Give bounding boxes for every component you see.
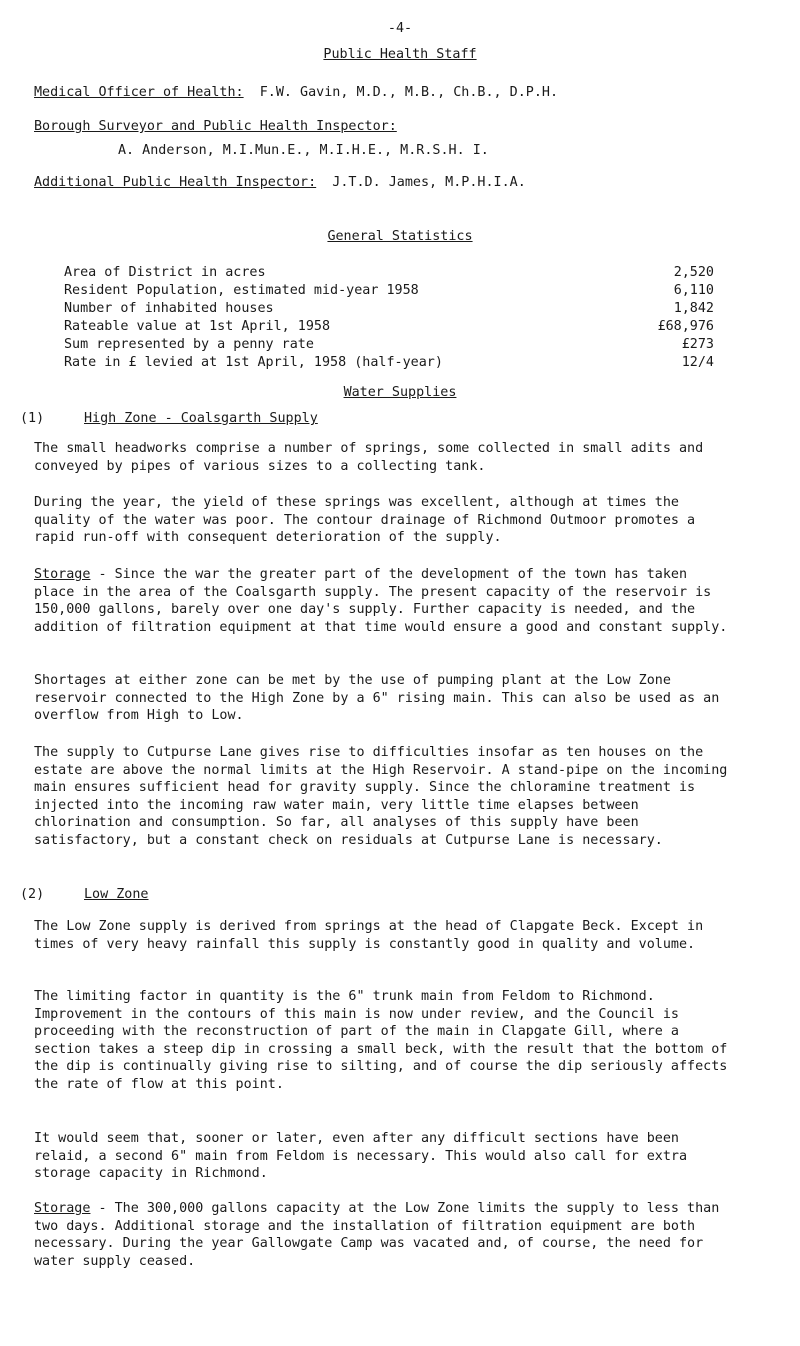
stat-value: £273 [681,337,714,352]
high-zone-title: High Zone - Coalsgarth Supply [84,411,318,426]
storage-label: Storage [34,1201,91,1216]
staff-role: Borough Surveyor and Public Health Inspector: [34,119,397,134]
page-number: -4- [387,21,413,36]
paragraph: The supply to Cutpurse Lane gives rise to difficulties insofar as ten houses on the estate are above the normal limits at the High Reservoir. A stand-pipe on the incoming main ensures sufficient head for gravity supply. Since the chloramine treatment is injected into the incoming raw water main, very little time elapses between chlorination and consumption. So far, all analyses of this supply have been satisfactory, but a constant check on residuals at Cutpurse Lane is necessary. [34,745,728,848]
paragraph: During the year, the yield of these springs was excellent, although at times the quality of the water was poor. The contour drainage of Richmond Outmoor promotes a rapid run-off with consequent deterioration of the supply. [34,495,696,546]
low-zone-heading [84,886,149,904]
stat-label: Rate in £ levied at 1st April, 1958 (half-year) [64,355,443,370]
paragraph: The limiting factor in quantity is the 6" trunk main from Feldom to Richmond. Improvement in the contours of this main is now under review, and the Council is proceeding with the reconstruction of part of the main in Clapgate Gill, where a section takes a steep dip in crossing a small beck, with the result that the bottom of the dip is continually giving rise to silting, and of course the dip seriously affects the rate of flow at this point. [34,989,728,1092]
general-statistics-heading [0,228,800,246]
stat-row [64,354,714,372]
stat-value: 1,842 [673,301,714,316]
storage-paragraph [34,566,734,636]
paragraph: It would seem that, sooner or later, even after any difficult sections have been relaid, a second 6" main from Feldom is necessary. This would also call for extra storage capacity in Richmond. [34,1131,688,1182]
staff-borough-surveyor-role [34,118,397,136]
paragraph: Shortages at either zone can be met by the use of pumping plant at the Low Zone reservoir connected to the High Zone by a 6" rising main. This can also be used as an overflow from High to Low. [34,673,720,724]
staff-name: J.T.D. James, M.P.H.I.A. [332,175,526,190]
page-title-text: Public Health Staff [323,47,477,62]
general-statistics-title: General Statistics [327,229,473,244]
stat-row [64,336,714,354]
storage-label: Storage [34,567,91,582]
stat-value: 12/4 [681,355,714,370]
page-title [0,46,800,64]
water-supplies-title: Water Supplies [343,385,457,400]
storage-text: - Since the war the greater part of the development of the town has taken place in the area of the Coalsgarth supply. The present capacity of the reservoir is 150,000 gallons, barely over one day's supply. Further capacity is needed, and the addition of filtration equipment at that time would ensure a good and constant supply. [34,567,728,635]
stat-value: 6,110 [673,283,714,298]
stat-value: 2,520 [673,265,714,280]
staff-additional-inspector [34,174,526,192]
high-zone-heading [84,410,318,428]
paragraph: The Low Zone supply is derived from springs at the head of Clapgate Beck. Except in times of very heavy rainfall this supply is constantly good in quality and volume. [34,919,704,952]
high-zone-number: (1) [20,411,45,426]
storage-text: - The 300,000 gallons capacity at the Low Zone limits the supply to less than two days. Additional storage and the installation of filtration equipment are both necessary. During the year Gallowgate Camp was vacated and, of course, the need for water supply ceased. [34,1201,720,1269]
storage-paragraph [34,1200,734,1270]
staff-medical-officer [34,84,558,102]
stat-row [64,300,714,318]
paragraph: The small headworks comprise a number of springs, some collected in small adits and conveyed by pipes of various sizes to a collecting tank. [34,441,704,474]
low-zone-number: (2) [20,887,45,902]
stat-value: £68,976 [657,319,714,334]
staff-role: Medical Officer of Health: [34,85,244,100]
stat-label: Number of inhabited houses [64,301,274,316]
statistics-table [64,264,714,372]
stat-row [64,282,714,300]
stat-label: Area of District in acres [64,265,266,280]
staff-borough-surveyor-name: A. Anderson, M.I.Mun.E., M.I.H.E., M.R.S.H. I. [118,143,489,158]
water-supplies-heading [0,384,800,402]
stat-label: Resident Population, estimated mid-year 1958 [64,283,419,298]
stat-row [64,264,714,282]
stat-label: Sum represented by a penny rate [64,337,314,352]
staff-name: F.W. Gavin, M.D., M.B., Ch.B., D.P.H. [259,85,559,100]
low-zone-title: Low Zone [84,887,149,902]
stat-row [64,318,714,336]
staff-role: Additional Public Health Inspector: [34,175,317,190]
stat-label: Rateable value at 1st April, 1958 [64,319,331,334]
